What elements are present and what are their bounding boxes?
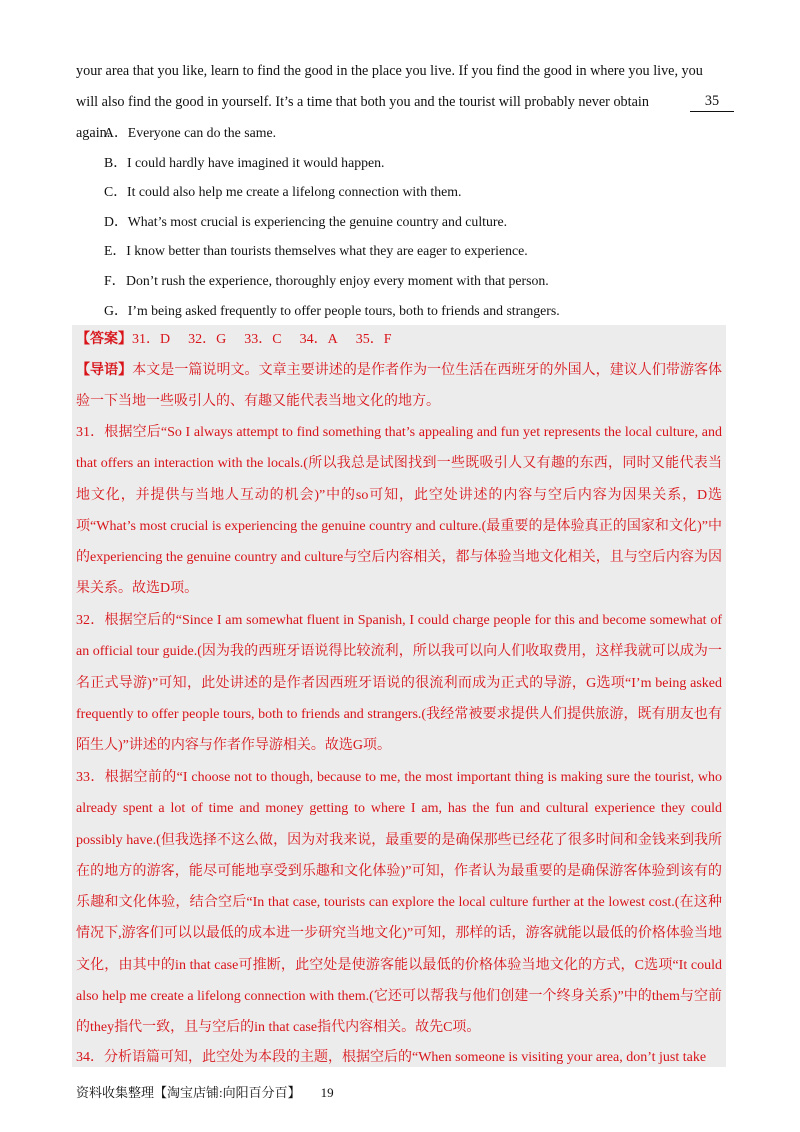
explanation-31: 31．根据空后“So I always attempt to find something that’s appealing and fun yet represents the local culture, and that offers an interaction with the locals.(所以我总是试图找到一些既吸引人又有趣的东西，同时又能代表当地文化，并提供与当地人互动的机会)”中的so可知，此空处讲述的内容与空后内容为因果关系，D选项“What’s most crucial is experiencing the genuine country and culture.(最重要的是体验真正的国家和文化)”中的experiencing the genuine country and culture与空后内容相关，都与体验当地文化相关，且与空后内容为因果关系。故选D项。: [76, 425, 722, 597]
answer-item: 31．D: [132, 332, 171, 347]
explanation-33: 33．根据空前的“I choose not to though, because to me, the most important thing is making sure the tourist, who already spent a lot of time and money getting to where I am, has the fun and cultural experience they could possibly have.(但我选择不这么做，因为对我来说，最重要的是确保那些已经花了很多时间和金钱来到我所在的地方的游客，能尽可能地享受到乐趣和文化体验)”可知，作者认为最重要的是确保游客体验到该有的乐趣和文化体验，结合空后“In that case, tourists can explore the local culture further at the lowest cost.(在这种情况下,游客们可以以最低的成本进一步研究当地文化)”可知，那样的话，游客就能以最低的价格体验当地文化，由其中的in that case可推断，此空处是使游客能以最低的价格体验当地文化的方式，C选项“It could also help me create a lifelong connection with them.(它还可以帮我与他们创建一个终身关系)”中的them与空前的they指代一致，且与空后的in that case指代内容相关。故先C项。: [76, 770, 722, 1036]
passage-line-2: will also find the good in yourself. It’s a time that both you and the tourist will probably never obtain again.: [76, 94, 649, 141]
option-text: I’m being asked frequently to offer people tours, both to friends and strangers.: [127, 302, 560, 318]
option-text: Don’t rush the experience, thoroughly enjoy every moment with that person.: [126, 272, 549, 288]
answer-item: 35．F: [355, 332, 392, 347]
option-c: [104, 177, 560, 207]
option-g: [104, 296, 560, 326]
explanation-34: 34．分析语篇可知，此空处为本段的主题，根据空后的“When someone is visiting your area, don’t just take: [76, 1050, 707, 1065]
option-letter: G．: [104, 302, 128, 318]
guide-text: 本文是一篇说明文。文章主要讲述的是作者作为一位生活在西班牙的外国人，建议人们带游客体验一下当地一些吸引人的、有趣又能代表当地文化的地方。: [76, 363, 723, 410]
footer-source: 资料收集整理【淘宝店铺:向阳百分百】: [76, 1085, 301, 1100]
option-d: [104, 207, 560, 237]
option-text: It could also help me create a lifelong connection with them.: [127, 184, 462, 200]
option-text: I know better than tourists themselves what they are eager to experience.: [126, 243, 528, 259]
option-a: [104, 118, 560, 148]
option-e: [104, 236, 560, 266]
answer-item: 34．A: [299, 332, 338, 347]
answer-line: [76, 324, 722, 355]
option-letter: E．: [104, 243, 127, 259]
guide-label: 【导语】: [76, 363, 133, 378]
option-f: [104, 266, 560, 296]
page-footer: [76, 1082, 334, 1101]
option-letter: F．: [104, 272, 126, 288]
option-text: I could hardly have imagined it would happen.: [127, 154, 385, 170]
option-letter: B．: [104, 154, 127, 170]
answer-label: 【答案】: [76, 332, 132, 347]
option-b: [104, 148, 560, 178]
option-letter: C．: [104, 184, 127, 200]
answer-item: 32．G: [188, 332, 227, 347]
passage-line-1: your area that you like, learn to find the good in the place you live. If you find the good in where you live, you: [76, 63, 703, 79]
option-letter: D．: [104, 213, 128, 229]
options-list: [104, 118, 560, 325]
page-number: 19: [320, 1085, 334, 1100]
explanation-32: 32．根据空后的“Since I am somewhat fluent in Spanish, I could charge people for this and become somewhat of an official tour guide.(因为我的西班牙语说得比较流利，所以我可以向人们收取费用，这样我就可以成为一名正式导游)”可知，此处讲述的是作者因西班牙语说的很流利而成为正式的导游，G选项“I’m being asked frequently to offer people tours, both to friends and strangers.(我经常被要求提供人们提供旅游，既有朋友也有陌生人)”讲述的内容与作者作导游相关。故选G项。: [76, 613, 722, 754]
answer-item: 33．C: [244, 332, 282, 347]
blank-35: 35: [690, 91, 734, 112]
guide-paragraph: [76, 355, 722, 418]
option-text: What’s most crucial is experiencing the genuine country and culture.: [127, 213, 508, 229]
option-letter: A．: [104, 125, 128, 140]
option-text: Everyone can do the same.: [127, 125, 277, 140]
